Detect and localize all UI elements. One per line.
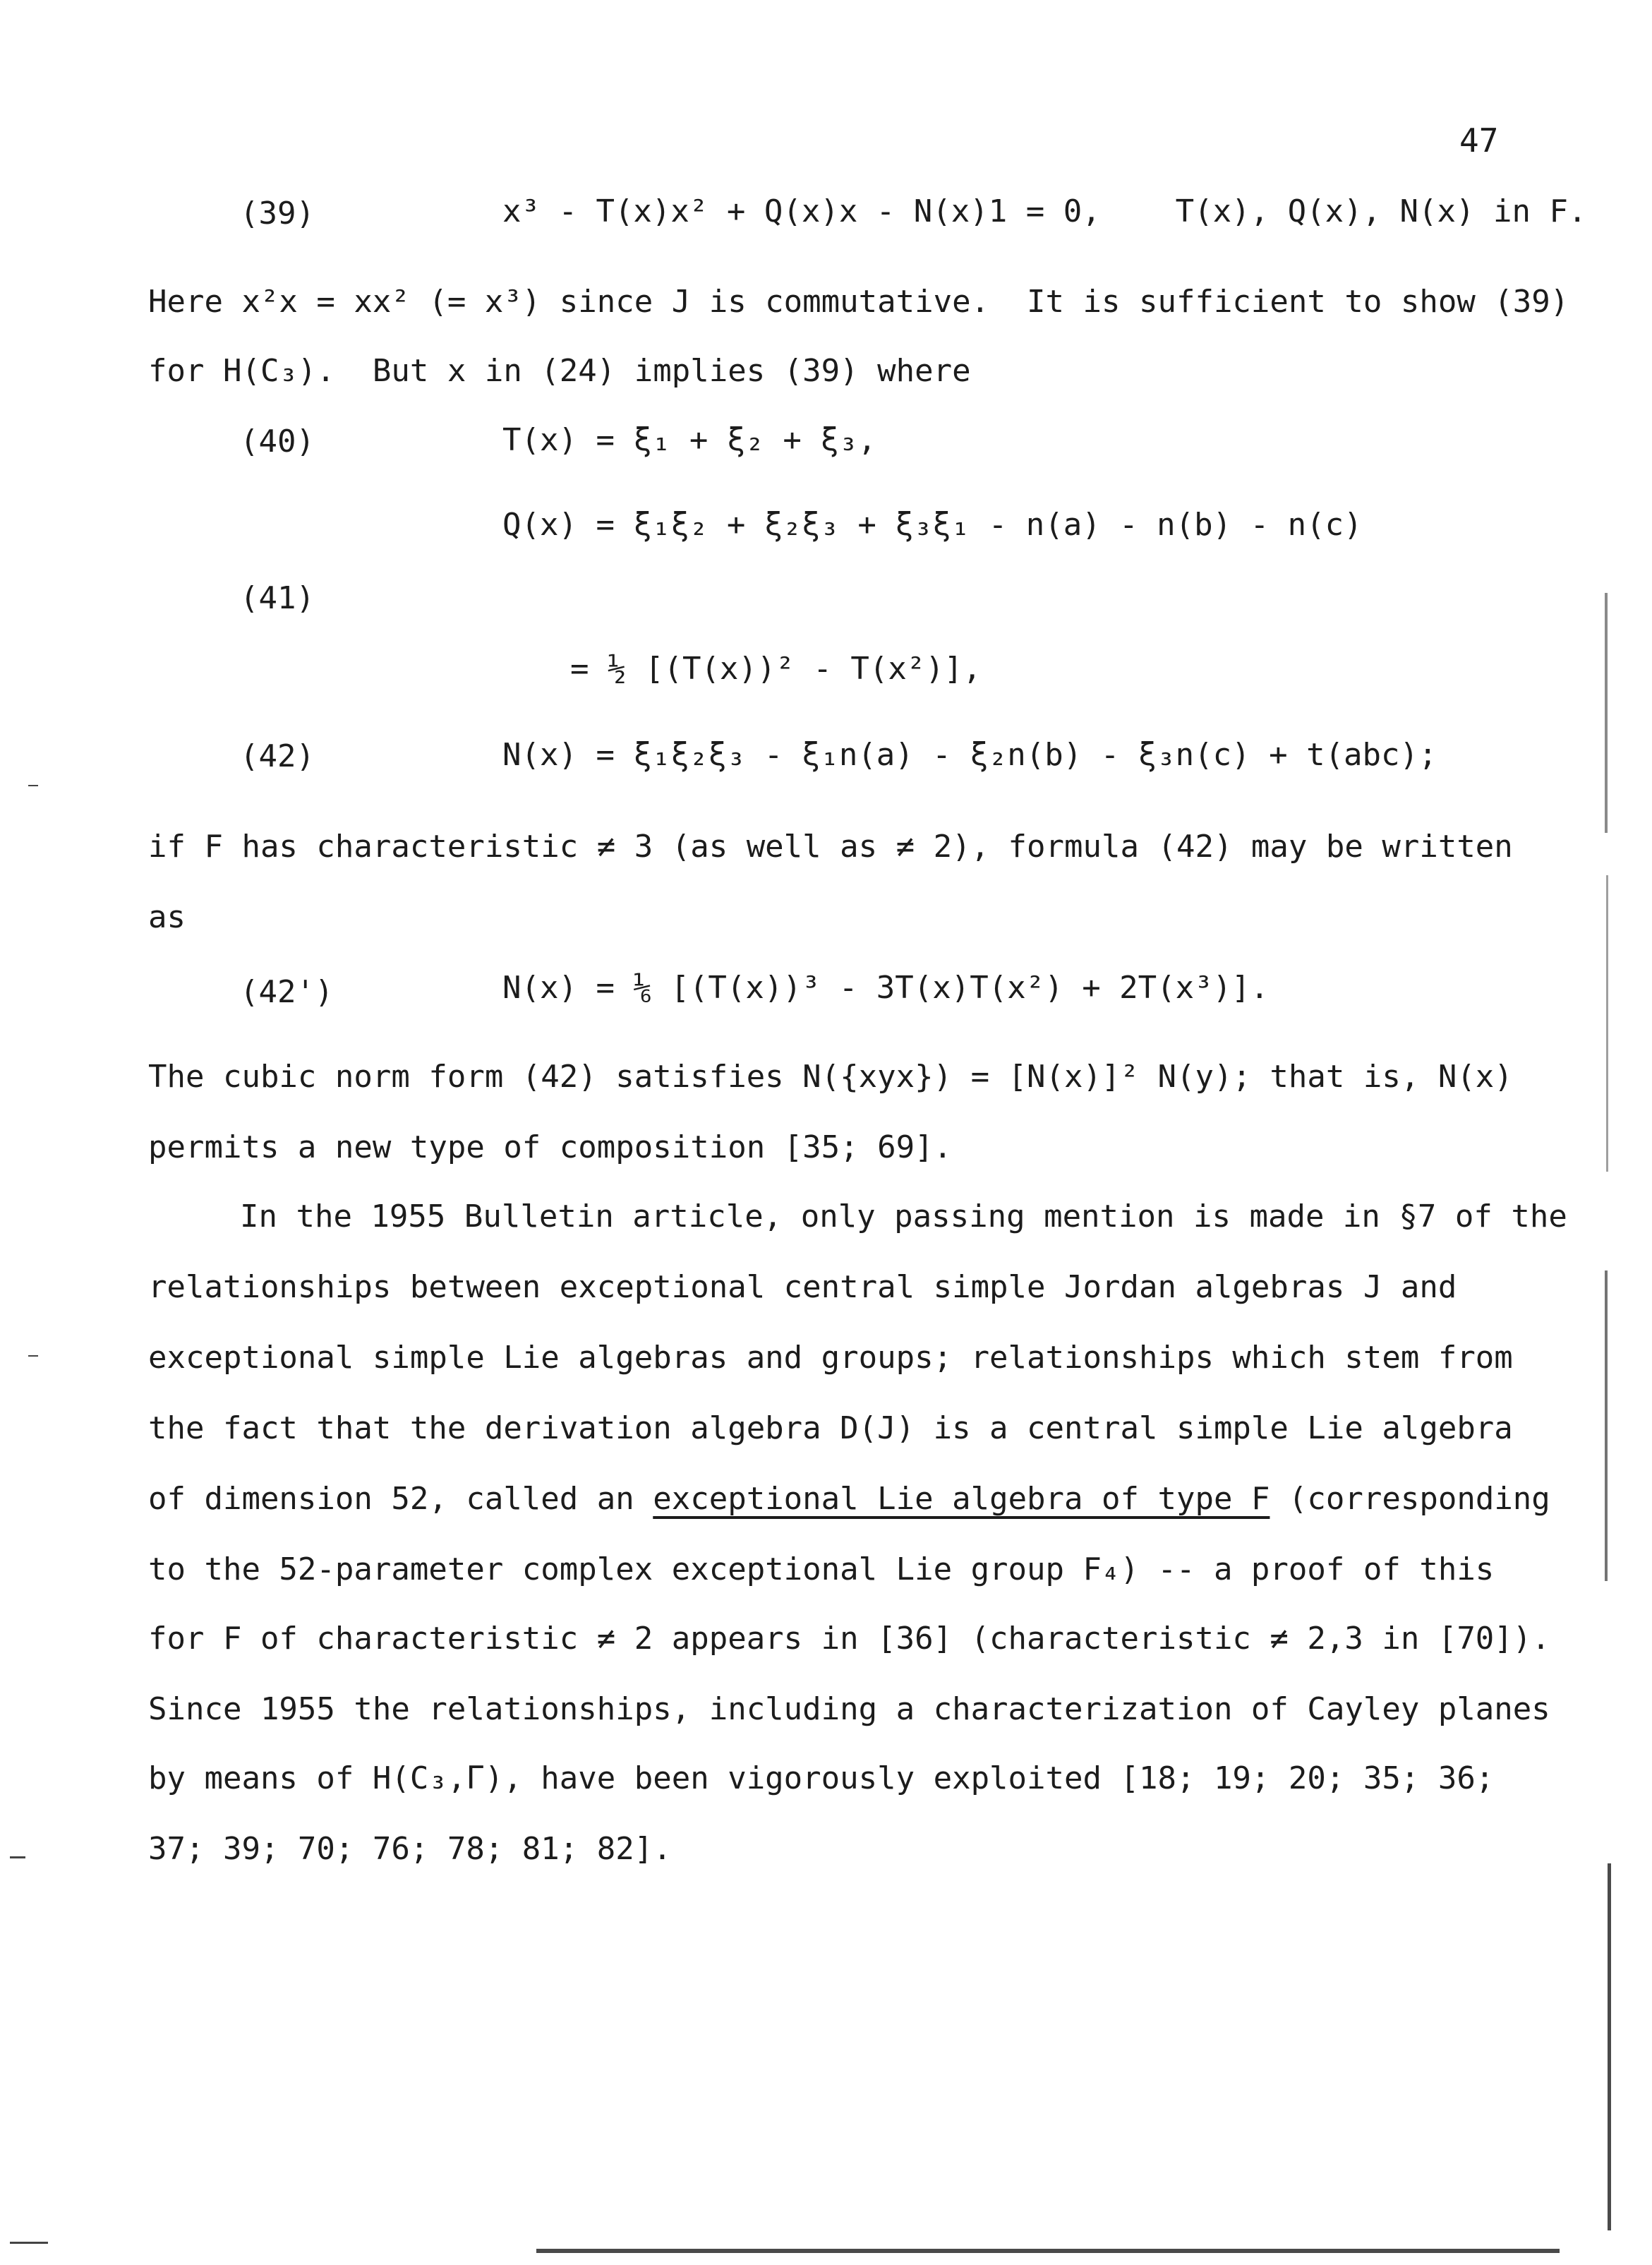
text-line-2: for H(C₃). But x in (24) implies (39) where xyxy=(148,353,971,389)
scan-edge-right-1 xyxy=(1605,593,1608,833)
scan-edge-right-3 xyxy=(1608,1863,1611,2230)
equation-39: x³ - T(x)x² + Q(x)x - N(x)1 = 0, T(x), Q(x), N(x) in F. xyxy=(502,193,1587,229)
paragraph-line-5 xyxy=(148,1478,1550,1520)
paragraph-line-5-end: (corresponding xyxy=(1270,1481,1550,1517)
margin-mark-2 xyxy=(10,2242,48,2244)
equation-41-second-line: = ½ [(T(x))² - T(x²)], xyxy=(570,651,982,687)
equation-39-label: (39) xyxy=(240,196,315,232)
margin-mark-1 xyxy=(10,1856,25,1858)
equation-40-label: (40) xyxy=(240,423,315,459)
equation-42-prime-label: (42') xyxy=(240,974,334,1010)
equation-40: T(x) = ξ₁ + ξ₂ + ξ₃, xyxy=(502,422,876,458)
text-line-3: if F has characteristic ≠ 3 (as well as ≠ 2), formula (42) may be written xyxy=(148,829,1513,865)
paragraph-line-9: by means of H(C₃,Γ), have been vigorously exploited [18; 19; 20; 35; 36; xyxy=(148,1760,1495,1796)
scan-edge-right-2 xyxy=(1605,1270,1608,1581)
text-line-5: The cubic norm form (42) satisfies N({xyx}) = [N(x)]² N(y); that is, N(x) xyxy=(148,1059,1513,1095)
paragraph-line-5-start: of dimension 52, called an xyxy=(148,1481,653,1517)
scan-edge-right-4 xyxy=(1606,875,1608,1172)
paragraph-line-6: to the 52-parameter complex exceptional Lie group F₄) -- a proof of this xyxy=(148,1551,1495,1587)
scan-edge-bottom xyxy=(536,2249,1560,2253)
paragraph-line-1: In the 1955 Bulletin article, only passing mention is made in §7 of the xyxy=(240,1198,1567,1234)
paragraph-line-7: for F of characteristic ≠ 2 appears in [36] (characteristic ≠ 2,3 in [70]). xyxy=(148,1621,1550,1657)
paragraph-line-2: relationships between exceptional central simple Jordan algebras J and xyxy=(148,1269,1457,1305)
text-line-6: permits a new type of composition [35; 69]. xyxy=(148,1129,953,1165)
equation-41-label: (41) xyxy=(240,580,315,616)
paragraph-line-8: Since 1955 the relationships, including a characterization of Cayley planes xyxy=(148,1691,1550,1727)
equation-42: N(x) = ξ₁ξ₂ξ₃ - ξ₁n(a) - ξ₂n(b) - ξ₃n(c) + t(abc); xyxy=(502,737,1437,773)
text-line-1: Here x²x = xx² (= x³) since J is commutative. It is sufficient to show (39) xyxy=(148,284,1569,320)
margin-mark-4 xyxy=(28,1355,38,1357)
page-number: 47 xyxy=(1459,121,1499,160)
paragraph-line-4: the fact that the derivation algebra D(J) is a central simple Lie algebra xyxy=(148,1410,1513,1446)
equation-42-label: (42) xyxy=(240,738,315,774)
equation-42-prime: N(x) = ⅙ [(T(x))³ - 3T(x)T(x²) + 2T(x³)]. xyxy=(502,970,1270,1006)
text-line-4: as xyxy=(148,899,186,935)
margin-mark-3 xyxy=(28,785,38,786)
underlined-term: exceptional Lie algebra of type F xyxy=(653,1481,1270,1517)
paragraph-line-3: exceptional simple Lie algebras and groups; relationships which stem from xyxy=(148,1340,1513,1376)
equation-41-first-line: Q(x) = ξ₁ξ₂ + ξ₂ξ₃ + ξ₃ξ₁ - n(a) - n(b) - n(c) xyxy=(502,507,1363,543)
paragraph-line-10: 37; 39; 70; 76; 78; 81; 82]. xyxy=(148,1831,672,1867)
